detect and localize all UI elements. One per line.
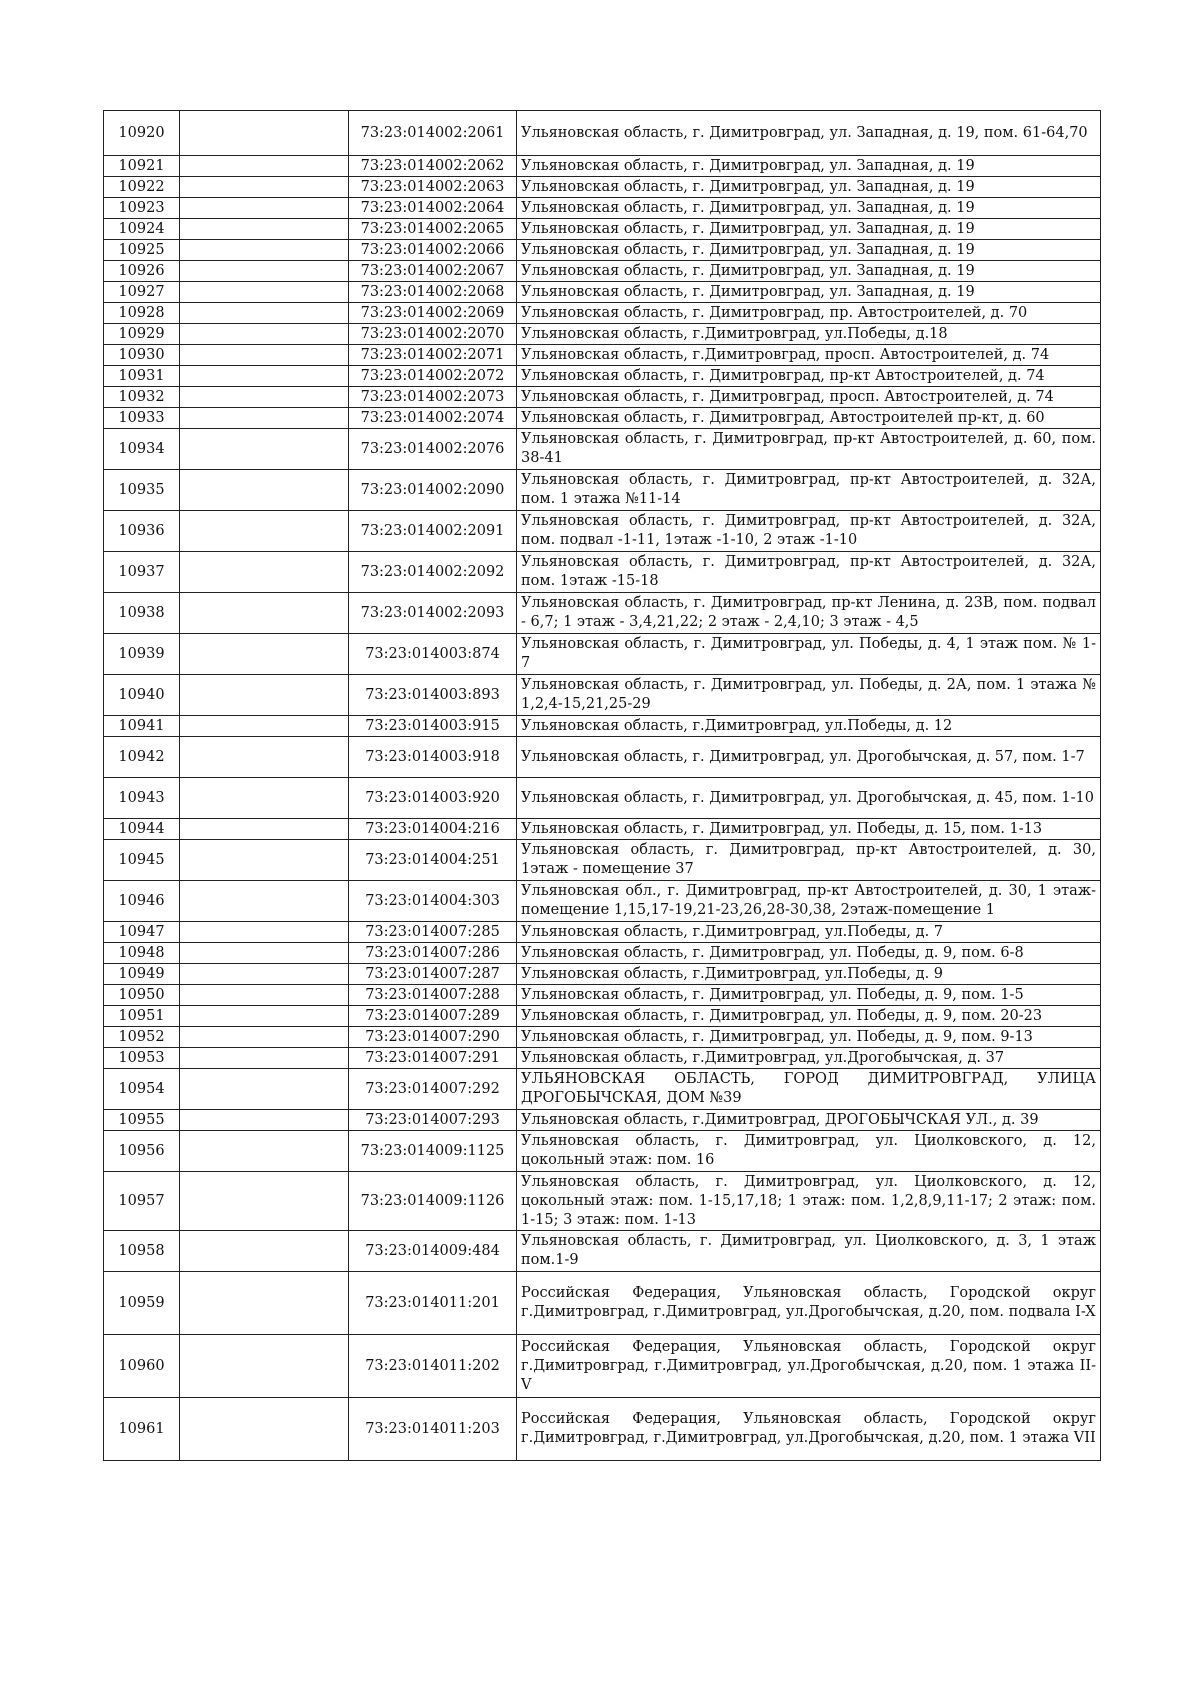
table-row: [104, 716, 1101, 737]
empty-cell: [180, 922, 349, 943]
address-cell: Ульяновская область, г. Димитровград, пр-кт Автостроителей, д. 60, пом. 38-41: [517, 429, 1101, 470]
address-cell: Ульяновская область, г. Димитровград, пр-кт Ленина, д. 23В, пом. подвал - 6,7; 1 этаж - 3,4,21,22; 2 этаж - 2,4,10; 3 этаж - 4,5: [517, 593, 1101, 634]
row-number-cell: 10947: [104, 922, 180, 943]
address-cell: Ульяновская область, г. Димитровград, пр-кт Автостроителей, д. 32А, пом. 1 этажа №11-14: [517, 470, 1101, 511]
table-row: [104, 156, 1101, 177]
row-number-cell: 10941: [104, 716, 180, 737]
row-number-cell: 10920: [104, 111, 180, 156]
empty-cell: [180, 737, 349, 778]
table-row: [104, 1069, 1101, 1110]
empty-cell: [180, 1110, 349, 1131]
empty-cell: [180, 593, 349, 634]
empty-cell: [180, 324, 349, 345]
empty-cell: [180, 408, 349, 429]
cadastral-number-cell: 73:23:014009:484: [349, 1231, 517, 1272]
empty-cell: [180, 198, 349, 219]
row-number-cell: 10948: [104, 943, 180, 964]
address-cell: Ульяновская область, г.Димитровград, ул.Дрогобычская, д. 37: [517, 1048, 1101, 1069]
empty-cell: [180, 1172, 349, 1231]
address-cell: Ульяновская область, г. Димитровград, ул. Циолковского, д. 12, цокольный этаж: пом. 16: [517, 1131, 1101, 1172]
table-row: [104, 1231, 1101, 1272]
cadastral-number-cell: 73:23:014003:920: [349, 778, 517, 819]
table-row: [104, 282, 1101, 303]
address-cell: Ульяновская область, г. Димитровград, ул. Западная, д. 19: [517, 240, 1101, 261]
table-row: [104, 675, 1101, 716]
address-cell: Ульяновская область, г. Димитровград, ул. Западная, д. 19: [517, 219, 1101, 240]
cadastral-number-cell: 73:23:014004:216: [349, 819, 517, 840]
row-number-cell: 10933: [104, 408, 180, 429]
address-cell: Ульяновская область, г. Димитровград, пр. Автостроителей, д. 70: [517, 303, 1101, 324]
cadastral-number-cell: 73:23:014011:203: [349, 1398, 517, 1461]
address-cell: Ульяновская область, г. Димитровград, ул. Победы, д. 2А, пом. 1 этажа № 1,2,4-15,21,25-29: [517, 675, 1101, 716]
empty-cell: [180, 470, 349, 511]
cadastral-number-cell: 73:23:014002:2074: [349, 408, 517, 429]
empty-cell: [180, 111, 349, 156]
row-number-cell: 10936: [104, 511, 180, 552]
empty-cell: [180, 303, 349, 324]
table-row: [104, 964, 1101, 985]
row-number-cell: 10935: [104, 470, 180, 511]
empty-cell: [180, 985, 349, 1006]
cadastral-number-cell: 73:23:014007:290: [349, 1027, 517, 1048]
row-number-cell: 10931: [104, 366, 180, 387]
address-cell: Ульяновская область, г. Димитровград, ул. Победы, д. 9, пом. 9-13: [517, 1027, 1101, 1048]
empty-cell: [180, 840, 349, 881]
row-number-cell: 10952: [104, 1027, 180, 1048]
cadastral-number-cell: 73:23:014007:292: [349, 1069, 517, 1110]
empty-cell: [180, 219, 349, 240]
cadastral-number-cell: 73:23:014003:915: [349, 716, 517, 737]
row-number-cell: 10923: [104, 198, 180, 219]
document-page: [103, 110, 1100, 1461]
table-row: [104, 1272, 1101, 1335]
address-cell: Ульяновская область, г. Димитровград, ул. Западная, д. 19, пом. 61-64,70: [517, 111, 1101, 156]
table-row: [104, 1335, 1101, 1398]
table-row: [104, 881, 1101, 922]
address-cell: Ульяновская область, г. Димитровград, ул. Западная, д. 19: [517, 177, 1101, 198]
table-row: [104, 985, 1101, 1006]
row-number-cell: 10940: [104, 675, 180, 716]
empty-cell: [180, 240, 349, 261]
empty-cell: [180, 282, 349, 303]
row-number-cell: 10959: [104, 1272, 180, 1335]
table-row: [104, 345, 1101, 366]
row-number-cell: 10944: [104, 819, 180, 840]
empty-cell: [180, 819, 349, 840]
table-row: [104, 240, 1101, 261]
table-row: [104, 634, 1101, 675]
row-number-cell: 10932: [104, 387, 180, 408]
row-number-cell: 10950: [104, 985, 180, 1006]
table-row: [104, 819, 1101, 840]
empty-cell: [180, 881, 349, 922]
row-number-cell: 10929: [104, 324, 180, 345]
table-row: [104, 111, 1101, 156]
empty-cell: [180, 1335, 349, 1398]
table-row: [104, 1172, 1101, 1231]
cadastral-number-cell: 73:23:014007:286: [349, 943, 517, 964]
cadastral-number-cell: 73:23:014011:202: [349, 1335, 517, 1398]
row-number-cell: 10921: [104, 156, 180, 177]
cadastral-number-cell: 73:23:014007:288: [349, 985, 517, 1006]
address-cell: УЛЬЯНОВСКАЯ ОБЛАСТЬ, ГОРОД ДИМИТРОВГРАД, УЛИЦА ДРОГОБЫЧСКАЯ, ДОМ №39: [517, 1069, 1101, 1110]
row-number-cell: 10926: [104, 261, 180, 282]
cadastral-number-cell: 73:23:014007:291: [349, 1048, 517, 1069]
row-number-cell: 10942: [104, 737, 180, 778]
empty-cell: [180, 1272, 349, 1335]
table-row: [104, 219, 1101, 240]
cadastral-number-cell: 73:23:014002:2065: [349, 219, 517, 240]
cadastral-number-cell: 73:23:014003:918: [349, 737, 517, 778]
table-row: [104, 552, 1101, 593]
table-row: [104, 387, 1101, 408]
table-row: [104, 198, 1101, 219]
empty-cell: [180, 1069, 349, 1110]
address-cell: Ульяновская область, г. Димитровград, ул. Дрогобычская, д. 57, пом. 1-7: [517, 737, 1101, 778]
address-cell: Ульяновская область, г. Димитровград, ул. Дрогобычская, д. 45, пом. 1-10: [517, 778, 1101, 819]
cadastral-number-cell: 73:23:014003:893: [349, 675, 517, 716]
address-cell: Ульяновская область, г. Димитровград, пр-кт Автостроителей, д. 32А, пом. 1этаж -15-18: [517, 552, 1101, 593]
cadastral-number-cell: 73:23:014002:2093: [349, 593, 517, 634]
empty-cell: [180, 429, 349, 470]
address-cell: Ульяновская область, г. Димитровград, ул. Циолковского, д. 3, 1 этаж пом.1-9: [517, 1231, 1101, 1272]
address-cell: Российская Федерация, Ульяновская область, Городской округ г.Димитровград, г.Димитровград, ул.Дрогобычская, д.20, пом. 1 этажа VII: [517, 1398, 1101, 1461]
cadastral-number-cell: 73:23:014002:2072: [349, 366, 517, 387]
table-row: [104, 429, 1101, 470]
cadastral-number-cell: 73:23:014002:2069: [349, 303, 517, 324]
empty-cell: [180, 1027, 349, 1048]
empty-cell: [180, 552, 349, 593]
table-row: [104, 593, 1101, 634]
row-number-cell: 10957: [104, 1172, 180, 1231]
row-number-cell: 10938: [104, 593, 180, 634]
row-number-cell: 10934: [104, 429, 180, 470]
address-cell: Ульяновская область, г.Димитровград, ул.Победы, д. 9: [517, 964, 1101, 985]
cadastral-number-cell: 73:23:014002:2071: [349, 345, 517, 366]
cadastral-number-cell: 73:23:014002:2068: [349, 282, 517, 303]
empty-cell: [180, 634, 349, 675]
row-number-cell: 10958: [104, 1231, 180, 1272]
row-number-cell: 10946: [104, 881, 180, 922]
row-number-cell: 10930: [104, 345, 180, 366]
cadastral-number-cell: 73:23:014002:2064: [349, 198, 517, 219]
cadastral-number-cell: 73:23:014002:2076: [349, 429, 517, 470]
cadastral-number-cell: 73:23:014002:2067: [349, 261, 517, 282]
empty-cell: [180, 1048, 349, 1069]
address-cell: Ульяновская область, г.Димитровград, ДРОГОБЫЧСКАЯ УЛ., д. 39: [517, 1110, 1101, 1131]
address-cell: Ульяновская область, г. Димитровград, ул. Победы, д. 9, пом. 6-8: [517, 943, 1101, 964]
cadastral-number-cell: 73:23:014007:285: [349, 922, 517, 943]
empty-cell: [180, 156, 349, 177]
empty-cell: [180, 943, 349, 964]
table-row: [104, 1027, 1101, 1048]
address-cell: Ульяновская область, г.Димитровград, ул.Победы, д. 7: [517, 922, 1101, 943]
table-row: [104, 303, 1101, 324]
address-cell: Ульяновская область, г. Димитровград, пр-кт Автостроителей, д. 30, 1этаж - помещение 37: [517, 840, 1101, 881]
empty-cell: [180, 1131, 349, 1172]
empty-cell: [180, 387, 349, 408]
empty-cell: [180, 511, 349, 552]
cadastral-number-cell: 73:23:014002:2090: [349, 470, 517, 511]
table-row: [104, 261, 1101, 282]
row-number-cell: 10953: [104, 1048, 180, 1069]
table-row: [104, 1110, 1101, 1131]
row-number-cell: 10949: [104, 964, 180, 985]
empty-cell: [180, 177, 349, 198]
row-number-cell: 10943: [104, 778, 180, 819]
empty-cell: [180, 261, 349, 282]
cadastral-number-cell: 73:23:014002:2061: [349, 111, 517, 156]
cadastral-number-cell: 73:23:014002:2073: [349, 387, 517, 408]
address-cell: Ульяновская область, г. Димитровград, ул. Победы, д. 4, 1 этаж пом. № 1-7: [517, 634, 1101, 675]
row-number-cell: 10928: [104, 303, 180, 324]
table-row: [104, 324, 1101, 345]
cadastral-number-cell: 73:23:014007:293: [349, 1110, 517, 1131]
cadastral-number-cell: 73:23:014002:2092: [349, 552, 517, 593]
address-cell: Ульяновская область, г. Димитровград, ул. Западная, д. 19: [517, 156, 1101, 177]
row-number-cell: 10937: [104, 552, 180, 593]
cadastral-number-cell: 73:23:014009:1125: [349, 1131, 517, 1172]
address-cell: Ульяновская область, г. Димитровград, Автостроителей пр-кт, д. 60: [517, 408, 1101, 429]
empty-cell: [180, 1231, 349, 1272]
address-cell: Ульяновская область, г. Димитровград, ул. Победы, д. 9, пом. 1-5: [517, 985, 1101, 1006]
cadastral-number-cell: 73:23:014002:2066: [349, 240, 517, 261]
cadastral-number-cell: 73:23:014007:289: [349, 1006, 517, 1027]
row-number-cell: 10939: [104, 634, 180, 675]
address-cell: Ульяновская область, г. Димитровград, ул. Западная, д. 19: [517, 198, 1101, 219]
row-number-cell: 10924: [104, 219, 180, 240]
cadastral-number-cell: 73:23:014007:287: [349, 964, 517, 985]
address-cell: Ульяновская область, г.Димитровград, просп. Автостроителей, д. 74: [517, 345, 1101, 366]
table-row: [104, 1398, 1101, 1461]
address-cell: Ульяновская область, г.Димитровград, ул.Победы, д.18: [517, 324, 1101, 345]
empty-cell: [180, 675, 349, 716]
address-cell: Ульяновская область, г. Димитровград, просп. Автостроителей, д. 74: [517, 387, 1101, 408]
cadastral-number-cell: 73:23:014004:303: [349, 881, 517, 922]
table-row: [104, 511, 1101, 552]
address-cell: Ульяновская область, г. Димитровград, ул. Западная, д. 19: [517, 282, 1101, 303]
row-number-cell: 10951: [104, 1006, 180, 1027]
address-cell: Ульяновская область, г.Димитровград, ул.Победы, д. 12: [517, 716, 1101, 737]
registry-table-body: [104, 111, 1101, 1461]
row-number-cell: 10927: [104, 282, 180, 303]
address-cell: Российская Федерация, Ульяновская область, Городской округ г.Димитровград, г.Димитровград, ул.Дрогобычская, д.20, пом. 1 этажа II-V: [517, 1335, 1101, 1398]
address-cell: Ульяновская область, г. Димитровград, пр-кт Автостроителей, д. 32А, пом. подвал -1-11, 1этаж -1-10, 2 этаж -1-10: [517, 511, 1101, 552]
table-row: [104, 778, 1101, 819]
cadastral-number-cell: 73:23:014011:201: [349, 1272, 517, 1335]
table-row: [104, 1131, 1101, 1172]
cadastral-number-cell: 73:23:014002:2062: [349, 156, 517, 177]
address-cell: Российская Федерация, Ульяновская область, Городской округ г.Димитровград, г.Димитровград, ул.Дрогобычская, д.20, пом. подвала I-X: [517, 1272, 1101, 1335]
table-row: [104, 408, 1101, 429]
address-cell: Ульяновская обл., г. Димитровград, пр-кт Автостроителей, д. 30, 1 этаж-помещение 1,15,17-19,21-23,26,28-30,38, 2этаж-помещение 1: [517, 881, 1101, 922]
table-row: [104, 470, 1101, 511]
address-cell: Ульяновская область, г. Димитровград, ул. Циолковского, д. 12, цокольный этаж: пом. 1-15,17,18; 1 этаж: пом. 1,2,8,9,11-17; 2 этаж: пом. 1-15; 3 этаж: пом. 1-13: [517, 1172, 1101, 1231]
empty-cell: [180, 1006, 349, 1027]
empty-cell: [180, 345, 349, 366]
row-number-cell: 10945: [104, 840, 180, 881]
empty-cell: [180, 366, 349, 387]
empty-cell: [180, 778, 349, 819]
row-number-cell: 10955: [104, 1110, 180, 1131]
address-cell: Ульяновская область, г. Димитровград, ул. Победы, д. 9, пом. 20-23: [517, 1006, 1101, 1027]
address-cell: Ульяновская область, г. Димитровград, пр-кт Автостроителей, д. 74: [517, 366, 1101, 387]
row-number-cell: 10961: [104, 1398, 180, 1461]
table-row: [104, 177, 1101, 198]
empty-cell: [180, 716, 349, 737]
table-row: [104, 1048, 1101, 1069]
table-row: [104, 922, 1101, 943]
table-row: [104, 840, 1101, 881]
cadastral-number-cell: 73:23:014004:251: [349, 840, 517, 881]
cadastral-number-cell: 73:23:014002:2091: [349, 511, 517, 552]
table-row: [104, 737, 1101, 778]
address-cell: Ульяновская область, г. Димитровград, ул. Западная, д. 19: [517, 261, 1101, 282]
table-row: [104, 366, 1101, 387]
row-number-cell: 10922: [104, 177, 180, 198]
empty-cell: [180, 1398, 349, 1461]
table-row: [104, 1006, 1101, 1027]
row-number-cell: 10960: [104, 1335, 180, 1398]
address-cell: Ульяновская область, г. Димитровград, ул. Победы, д. 15, пом. 1-13: [517, 819, 1101, 840]
cadastral-number-cell: 73:23:014002:2070: [349, 324, 517, 345]
empty-cell: [180, 964, 349, 985]
registry-table: [103, 110, 1101, 1461]
row-number-cell: 10956: [104, 1131, 180, 1172]
row-number-cell: 10954: [104, 1069, 180, 1110]
cadastral-number-cell: 73:23:014003:874: [349, 634, 517, 675]
row-number-cell: 10925: [104, 240, 180, 261]
cadastral-number-cell: 73:23:014009:1126: [349, 1172, 517, 1231]
cadastral-number-cell: 73:23:014002:2063: [349, 177, 517, 198]
table-row: [104, 943, 1101, 964]
